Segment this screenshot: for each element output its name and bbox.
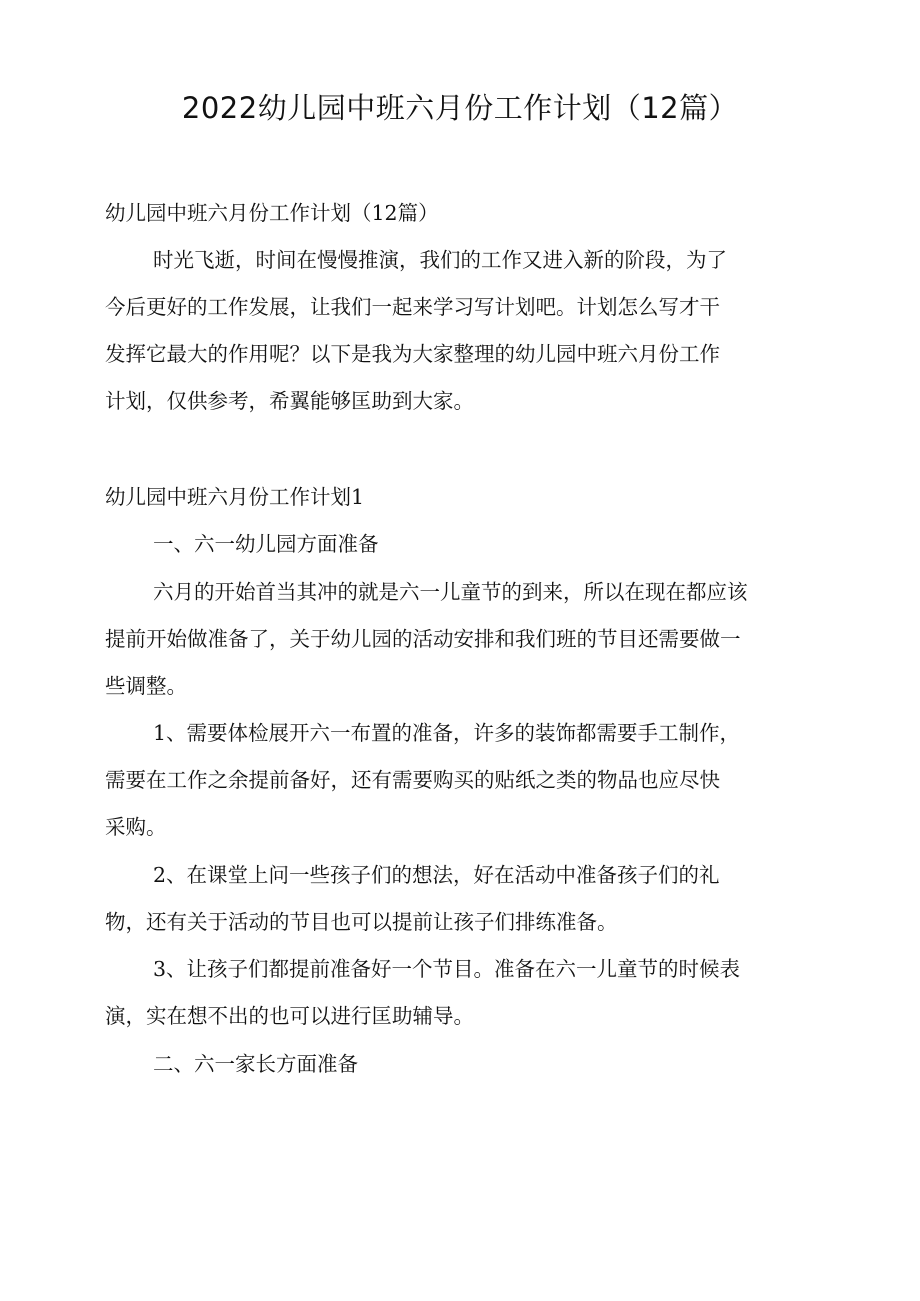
intro-line: 计划，仅供参考，希翼能够匡助到大家。 [105,389,474,413]
item1-line: 采购。 [105,815,167,839]
paragraph-line: 提前开始做准备了，关于幼儿园的活动安排和我们班的节目还需要做一 [105,627,741,651]
item2-line: 2、在课堂上问一些孩子们的想法，好在活动中准备孩子们的礼 [153,863,720,887]
intro-line: 发挥它最大的作用呢？以下是我为大家整理的幼儿园中班六月份工作 [105,342,720,366]
document-subtitle: 幼儿园中班六月份工作计划（12篇） [105,201,439,225]
intro-line: 今后更好的工作发展，让我们一起来学习写计划吧。计划怎么写才干 [105,295,720,319]
part2-heading: 二、六一家长方面准备 [153,1052,358,1076]
item2-line: 物，还有关于活动的节目也可以提前让孩子们排练准备。 [105,910,618,934]
item1-line: 需要在工作之余提前备好，还有需要购买的贴纸之类的物品也应尽快 [105,768,720,792]
paragraph-line: 些调整。 [105,674,187,698]
item3-line: 3、让孩子们都提前准备好一个节目。准备在六一儿童节的时候表 [153,957,741,981]
item1-line: 1、需要体检展开六一布置的准备，许多的装饰都需要手工制作， [153,721,741,745]
document-title: 2022幼儿园中班六月份工作计划（12篇） [181,91,739,125]
item3-line: 演，实在想不出的也可以进行匡助辅导。 [105,1004,474,1028]
section-heading: 幼儿园中班六月份工作计划1 [105,485,365,509]
paragraph-line: 六月的开始首当其冲的就是六一儿童节的到来，所以在现在都应该 [153,580,748,604]
part1-heading: 一、六一幼儿园方面准备 [153,532,379,556]
intro-line: 时光飞逝，时间在慢慢推演，我们的工作又进入新的阶段，为了 [153,248,727,272]
